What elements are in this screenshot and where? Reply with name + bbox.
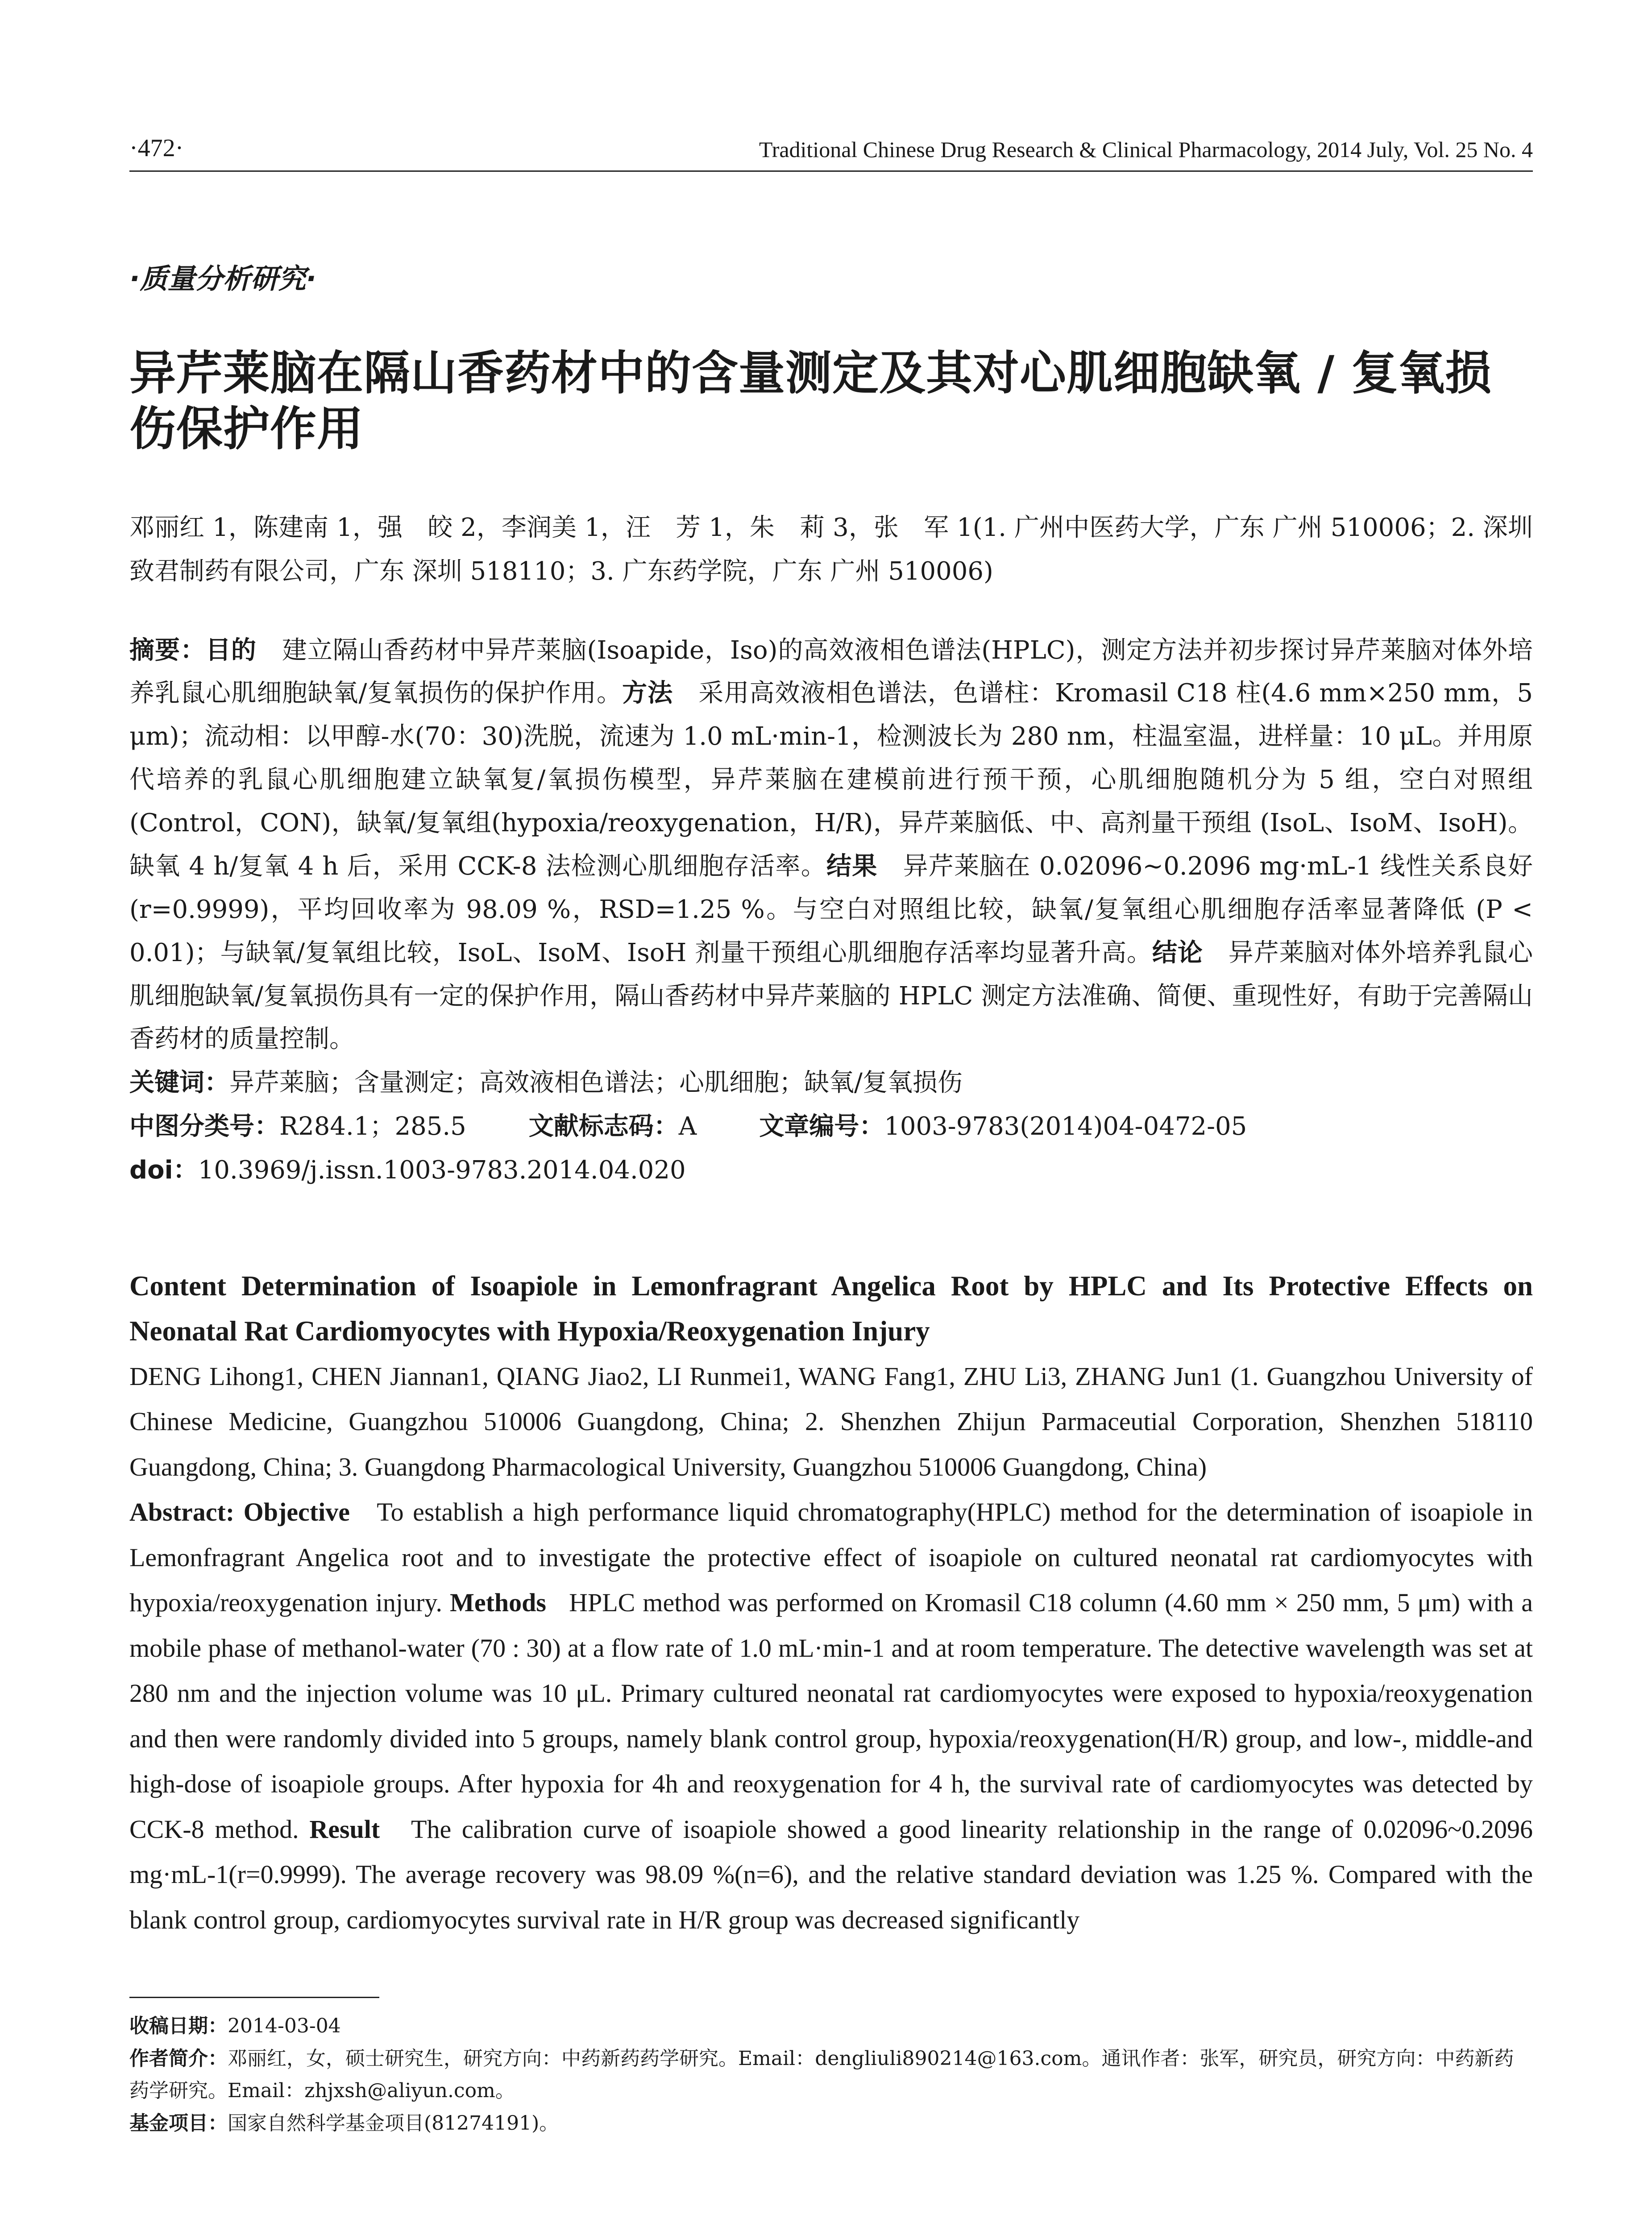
funding: 基金项目：国家自然科学基金项目(81274191)。 [129, 2111, 559, 2135]
author-bio: 作者简介：邓丽红，女，硕士研究生，研究方向：中药新药药学研究。Email：dengliuli890214@163.com。通讯作者：张军，研究员，研究方向：中药新药药学研究。Email：zhjxsh@aliyun.com。 [129, 2047, 1514, 2102]
doc-code-value: A [678, 1112, 697, 1141]
footnote-divider [129, 1997, 379, 1998]
conclusion-label: 结论 [1152, 938, 1203, 967]
keywords-text: 异芹莱脑；含量测定；高效液相色谱法；心肌细胞；缺氧/复氧损伤 [229, 1068, 963, 1098]
title-english: Content Determination of Isoapiole in Lemonfragrant Angelica Root by HPLC and Its Protective Effects on Neonatal Rat Cardiomyocytes with Hypoxia/Reoxygenation Injury [129, 1270, 1533, 1347]
abstract-en-label: Abstract: [129, 1497, 235, 1527]
methods-label: 方法 [622, 679, 673, 708]
title-chinese: 异芹莱脑在隔山香药材中的含量测定及其对心肌细胞缺氧 / 复氧损伤保护作用 [129, 346, 1492, 456]
page-number: ·472· [129, 134, 184, 162]
objective-text: 建立隔山香药材中异芹莱脑(Isoapide，Iso)的高效液相色谱法(HPLC)，测定方法并初步探讨异芹莱脑对体外培养乳鼠心肌细胞缺氧/复氧损伤的保护作用。 [129, 635, 1533, 708]
running-header [129, 134, 1533, 172]
article-no-value: 1003-9783(2014)04-0472-05 [884, 1112, 1247, 1141]
doi-link[interactable]: 10.3969/j.issn.1003-9783.2014.04.020 [198, 1156, 686, 1185]
objective-label: 目的 [205, 635, 257, 665]
abstract-english [129, 1489, 1533, 1942]
article-no-label: 文章编号： [759, 1112, 884, 1141]
result-en-label: Result [309, 1814, 380, 1844]
results-label: 结果 [826, 851, 878, 881]
result-en-text: The calibration curve of isoapiole showed a good linearity relationship in the range of 0.02096~0.2096 mg·mL-1(r=0.9999). The average recovery was 98.09 %(n=6), and the relative standard deviation was 1.25 %. Compared with the blank control group, cardiomyocytes survival rate in H/R group was decreased significantly [129, 1814, 1533, 1934]
methods-en-label: Methods [450, 1588, 546, 1617]
keywords [129, 1061, 1533, 1105]
received-date: 收稿日期：2014-03-04 [129, 2015, 341, 2037]
abstract-chinese [129, 629, 1533, 1062]
footnotes [129, 2010, 1533, 2140]
journal-citation: Traditional Chinese Drug Research & Clinical Pharmacology, 2014 July, Vol. 25 No. 4 [759, 137, 1533, 162]
doc-code-label: 文献标志码： [528, 1112, 679, 1141]
classification-row [129, 1105, 1533, 1149]
objective-en-text: To establish a high performance liquid chromatography(HPLC) method for the determination of isoapiole in Lemonfragrant Angelica root and to investigate the protective effect of isoapiole on cultured neonatal rat cardiomyocytes with hypoxia/reoxygenation injury. [129, 1497, 1533, 1617]
article-page [129, 134, 1533, 1942]
clc-label: 中图分类号： [129, 1112, 279, 1141]
methods-text: 采用高效液相色谱法，色谱柱：Kromasil C18 柱(4.6 mm×250 mm，5 μm)；流动相：以甲醇-水(70：30)洗脱，流速为 1.0 mL·min-1，检测波长为 280 nm，柱温室温，进样量：10 μL。并用原代培养的乳鼠心肌细胞建立缺氧复/氧损伤模型，异芹莱脑在建模前进行预干预，心肌细胞随机分为 5 组，空白对照组(Control，CON)，缺氧/复氧组(hypoxia/reoxygenation，H/R)，异芹莱脑低、中、高剂量干预组 (IsoL、IsoM、IsoH)。缺氧 4 h/复氧 4 h 后，采用 CCK-8 法检测心肌细胞存活率。 [129, 679, 1533, 881]
methods-en-text: HPLC method was performed on Kromasil C18 column (4.60 mm × 250 mm, 5 μm) with a mobile phase of methanol-water (70 : 30) at a flow rate of 1.0 mL·min-1 and at room temperature. The detective wavelength was set at 280 nm and the injection volume was 10 μL. Primary cultured neonatal rat cardiomyocytes were exposed to hypoxia/reoxygenation and then were randomly divided into 5 groups, namely blank control group, hypoxia/reoxygenation(H/R) group, and low-, middle-and high-dose of isoapiole groups. After hypoxia for 4h and reoxygenation for 4 h, the survival rate of cardiomyocytes was detected by CCK-8 method. [129, 1588, 1533, 1844]
results-text: 异芹莱脑在 0.02096~0.2096 mg·mL-1 线性关系良好(r=0.9999)，平均回收率为 98.09 %，RSD=1.25 %。与空白对照组比较，缺氧/复氧组心肌细胞存活率显著降低 (P < 0.01)；与缺氧/复氧组比较，IsoL、IsoM、IsoH 剂量干预组心肌细胞存活率均显著升高。 [129, 851, 1533, 967]
clc-value: R284.1；285.5 [279, 1112, 466, 1141]
doi-label: doi： [129, 1156, 198, 1185]
conclusion-text: 异芹莱脑对体外培养乳鼠心肌细胞缺氧/复氧损伤具有一定的保护作用，隔山香药材中异芹莱脑的 HPLC 测定方法准确、简便、重现性好，有助于完善隔山香药材的质量控制。 [129, 938, 1533, 1054]
objective-en-label: Objective [243, 1497, 350, 1527]
authors-chinese: 邓丽红 1，陈建南 1，强 皎 2，李润美 1，汪 芳 1，朱 莉 3，张 军 1(1. 广州中医药大学，广东 广州 510006；2. 深圳致君制药有限公司，广东 深圳 518110；3. 广东药学院，广东 广州 510006) [129, 513, 1533, 586]
column-label: ·质量分析研究· [129, 262, 317, 295]
abstract-label: 摘要： [129, 635, 206, 665]
keywords-label: 关键词： [129, 1068, 229, 1098]
authors-english: DENG Lihong1, CHEN Jiannan1, QIANG Jiao2, LI Runmei1, WANG Fang1, ZHU Li3, ZHANG Jun1 (1. Guangzhou University of Chinese Medicine, Guangzhou 510006 Guangdong, China; 2. Shenzhen Zhijun Parmaceutial Corporation, Shenzhen 518110 Guangdong, China; 3. Guangdong Pharmacological University, Guangzhou 510006 Guangdong, China) [129, 1361, 1533, 1481]
doi-row [129, 1149, 1533, 1192]
